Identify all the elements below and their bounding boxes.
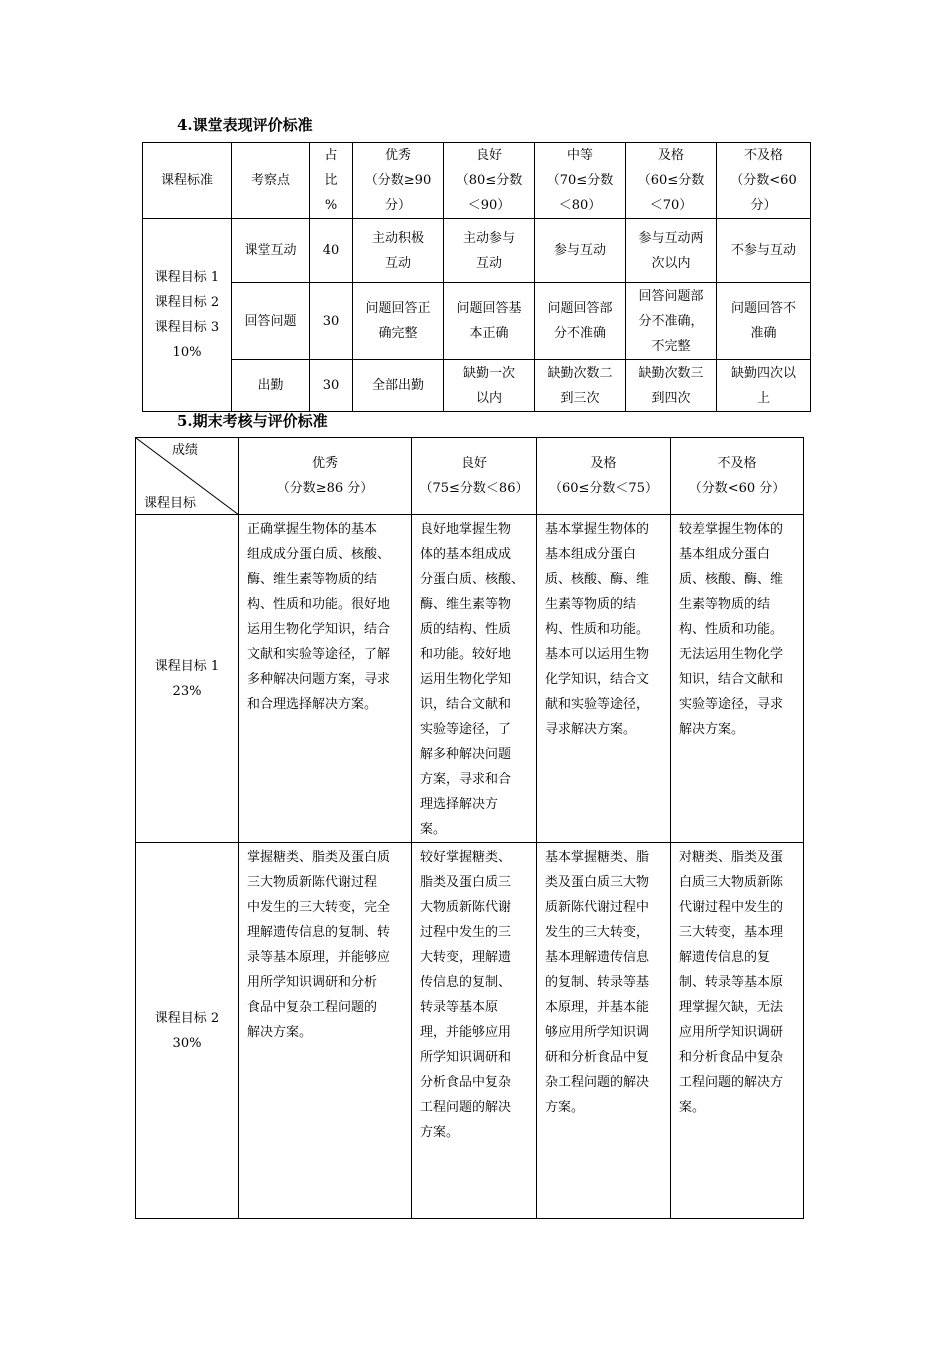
course-goals-cell: 课程目标 1 课程目标 2 课程目标 3 10% xyxy=(143,219,232,412)
desc-cell: 较好掌握糖类、 脂类及蛋白质三 大物质新陈代谢 过程中发生的三 大转变，理解遗 传信息的复制、 转录等基本原 理，并能够应用 所学知识调研和 分析食品中复杂 工程问题的解决 方案。 xyxy=(412,843,537,1219)
header-fail: 不及格 （分数<60 分） xyxy=(717,143,811,219)
grade-cell: 主动参与 互动 xyxy=(444,219,535,283)
grade-cell: 缺勤一次 以内 xyxy=(444,360,535,412)
table-header-row xyxy=(143,143,811,219)
weight-cell: 40 xyxy=(310,219,353,283)
header-medium: 中等 （70≤分数 ＜80） xyxy=(535,143,626,219)
table-row xyxy=(143,283,811,360)
desc-cell: 基本掌握生物体的 基本组成分蛋白 质、核酸、酶、维 生素等物质的结 构、性质和功能。 基本可以运用生物 化学知识，结合文 献和实验等途径， 寻求解决方案。 xyxy=(537,515,671,843)
table-row xyxy=(136,515,804,843)
corner-label-grade: 成绩 xyxy=(172,443,199,458)
desc-cell: 掌握糖类、脂类及蛋白质 三大物质新陈代谢过程 中发生的三大转变，完全 理解遗传信息的复制、转 录等基本原理，并能够应 用所学知识调研和分析 食品中复杂工程问题的 解决方案。 xyxy=(239,843,412,1219)
grade-header-excellent: 优秀 （分数≥86 分） xyxy=(239,438,412,515)
grade-cell: 主动积极 互动 xyxy=(353,219,444,283)
corner-header-cell xyxy=(136,438,239,515)
header-point: 考察点 xyxy=(232,143,310,219)
header-weight: 占 比 % xyxy=(310,143,353,219)
section4-heading: 4.课堂表现评价标准 xyxy=(177,116,313,134)
weight-cell: 30 xyxy=(310,283,353,360)
header-standard: 课程标准 xyxy=(143,143,232,219)
grade-cell: 问题回答不 准确 xyxy=(717,283,811,360)
weight-cell: 30 xyxy=(310,360,353,412)
desc-cell: 正确掌握生物体的基本 组成成分蛋白质、核酸、 酶、维生素等物质的结 构、性质和功能。很好地 运用生物化学知识，结合 文献和实验等途径，了解 多种解决问题方案，寻求 和合理选择解决方案。 xyxy=(239,515,412,843)
header-excellent: 优秀 （分数≥90 分） xyxy=(353,143,444,219)
grade-cell: 回答问题部 分不准确， 不完整 xyxy=(626,283,717,360)
final-exam-table xyxy=(135,437,804,1219)
table-header-row xyxy=(136,438,804,515)
grade-cell: 不参与互动 xyxy=(717,219,811,283)
desc-cell: 较差掌握生物体的 基本组成分蛋白 质、核酸、酶、维 生素等物质的结 构、性质和功能。 无法运用生物化学 知识，结合文献和 实验等途径，寻求 解决方案。 xyxy=(671,515,804,843)
section5-heading: 5.期末考核与评价标准 xyxy=(177,412,328,430)
grade-header-good: 良好 （75≤分数＜86） xyxy=(412,438,537,515)
desc-cell: 基本掌握糖类、脂 类及蛋白质三大物 质新陈代谢过程中 发生的三大转变， 基本理解遗传信息 的复制、转录等基 本原理，并基本能 够应用所学知识调 研和分析食品中复 杂工程问题的解决 方案。 xyxy=(537,843,671,1219)
header-pass: 及格 （60≤分数 ＜70） xyxy=(626,143,717,219)
desc-cell: 良好地掌握生物 体的基本组成成 分蛋白质、核酸、 酶、维生素等物 质的结构、性质 和功能。较好地 运用生物化学知 识，结合文献和 实验等途径，了 解多种解决问题 方案，寻求和合 理选择解决方 案。 xyxy=(412,515,537,843)
table-row xyxy=(136,843,804,1219)
point-cell: 出勤 xyxy=(232,360,310,412)
grade-cell: 问题回答正 确完整 xyxy=(353,283,444,360)
point-cell: 课堂互动 xyxy=(232,219,310,283)
grade-cell: 问题回答基 本正确 xyxy=(444,283,535,360)
grade-cell: 缺勤次数二 到三次 xyxy=(535,360,626,412)
header-good: 良好 （80≤分数 ＜90） xyxy=(444,143,535,219)
desc-cell: 对糖类、脂类及蛋 白质三大物质新陈 代谢过程中发生的 三大转变，基本理 解遗传信息的复 制、转录等基本原 理掌握欠缺，无法 应用所学知识调研 和分析食品中复杂 工程问题的解决方 案。 xyxy=(671,843,804,1219)
goal-cell: 课程目标 2 30% xyxy=(136,843,239,1219)
goal-cell: 课程目标 1 23% xyxy=(136,515,239,843)
grade-cell: 缺勤次数三 到四次 xyxy=(626,360,717,412)
table-row xyxy=(143,219,811,283)
classroom-evaluation-table xyxy=(142,142,811,412)
grade-cell: 问题回答部 分不准确 xyxy=(535,283,626,360)
grade-cell: 参与互动两 次以内 xyxy=(626,219,717,283)
grade-cell: 缺勤四次以 上 xyxy=(717,360,811,412)
grade-header-fail: 不及格 （分数<60 分） xyxy=(671,438,804,515)
grade-cell: 参与互动 xyxy=(535,219,626,283)
grade-header-pass: 及格 （60≤分数＜75） xyxy=(537,438,671,515)
table-row xyxy=(143,360,811,412)
grade-cell: 全部出勤 xyxy=(353,360,444,412)
point-cell: 回答问题 xyxy=(232,283,310,360)
corner-label-goal: 课程目标 xyxy=(144,496,197,511)
